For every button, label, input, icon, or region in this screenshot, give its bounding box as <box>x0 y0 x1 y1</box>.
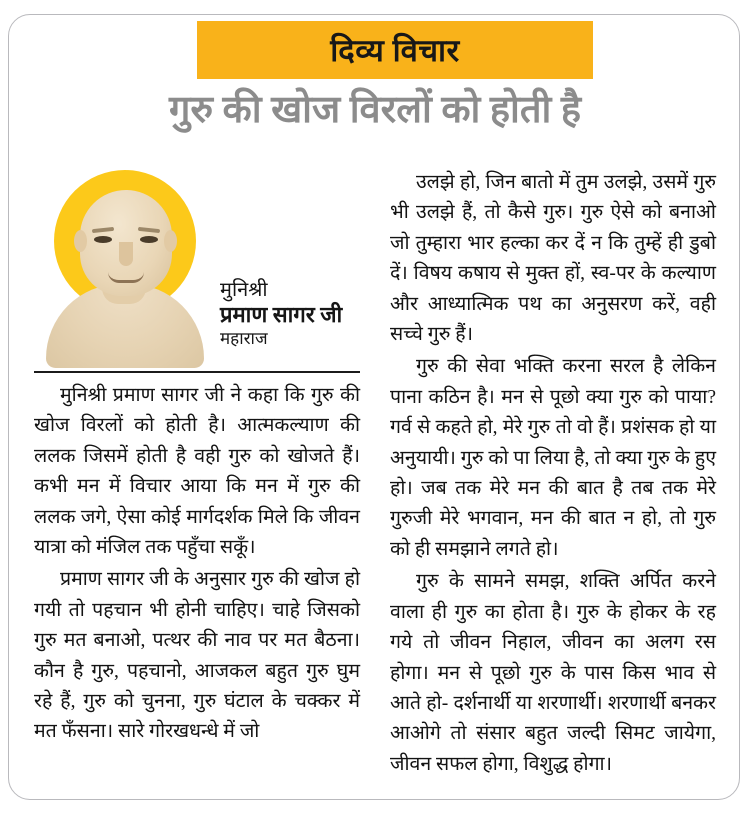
right-eye-shape <box>140 236 158 243</box>
mouth-shape <box>108 272 144 283</box>
article-left-column <box>34 381 360 748</box>
portrait-caption <box>220 278 370 350</box>
article-right-column <box>390 168 716 780</box>
paragraph: मुनिश्री प्रमाण सागर जी ने कहा कि गुरु की खोज विरलों को होती है। आत्मकल्याण की ललक जिसमें होती है वही गुरु को खोजते हैं। कभी मन में विचार आया कि मन में गुरु की ललक जगे, ऐसा कोई मार्गदर्शक मिले कि जीवन यात्रा को मंजिल तक पहुँचा सकूँ। <box>34 385 360 559</box>
masthead-banner <box>197 21 593 79</box>
caption-title: महाराज <box>220 329 268 349</box>
portrait-block <box>34 168 364 366</box>
page-title: गुरु की खोज विरलों को होती है <box>168 89 582 131</box>
caption-name: प्रमाण सागर जी <box>220 302 343 328</box>
left-eye-shape <box>94 236 112 243</box>
right-ear-shape <box>164 230 177 252</box>
paragraph: प्रमाण सागर जी के अनुसार गुरु की खोज हो गयी तो पहचान भी होनी चाहिए। चाहे जिसको गुरु मत बनाओ, पत्थर की नाव पर मत बैठना। कौन है गुरु, पहचानो, आजकल बहुत गुरु घुम रहे हैं, गुरु को चुनना, गुरु घंटाल के चक्कर में मत फँसना। सारे गोरखधन्धे में जो <box>34 569 360 743</box>
paragraph: गुरु की सेवा भक्ति करना सरल है लेकिन पाना कठिन है। मन से पूछो क्या गुरु को पाया? गर्व से कहते हो, मेरे गुरु तो वो हैं। प्रशंसक हो या अनुयायी। गुरु को पा लिया है, तो क्या गुरु के हुए हो। जब तक मेरे मन की बात है तब तक मेरे गुरुजी मेरे भगवान, मन की बात न हो, तो गुरु को ही समझाने लगते हो। <box>390 356 716 560</box>
portrait-figure <box>40 168 212 366</box>
monk-portrait-image <box>40 168 212 366</box>
banner-title: दिव्य विचार <box>330 32 460 68</box>
left-ear-shape <box>74 230 87 252</box>
paragraph: उलझे हो, जिन बातो में तुम उलझे, उसमें गुरु भी उलझे हैं, तो कैसे गुरु। गुरु ऐसे को बनाओ जो तुम्हारा भार हल्का कर दें न कि तुम्हें ही डुबो दें। विषय कषाय से मुक्त हों, स्व-पर के कल्याण और आध्यात्मिक पथ का अनुसरण करें, वही सच्चे गुरु हैं। <box>390 172 716 346</box>
section-divider <box>34 371 360 373</box>
nose-shape <box>119 242 133 266</box>
caption-honorific: मुनिश्री <box>220 279 268 301</box>
paragraph: गुरु के सामने समझ, शक्ति अर्पित करने वाला ही गुरु का होता है। गुरु के होकर के रह गये तो जीवन निहाल, जीवन का अलग रस होगा। मन से पूछो गुरु के पास किस भाव से आते हो- दर्शनार्थी या शरणार्थी। शरणार्थी बनकर आओगे तो संसार बहुत जल्दी सिमट जायेगा, जीवन सफल होगा, विशुद्ध होगा। <box>390 571 716 775</box>
